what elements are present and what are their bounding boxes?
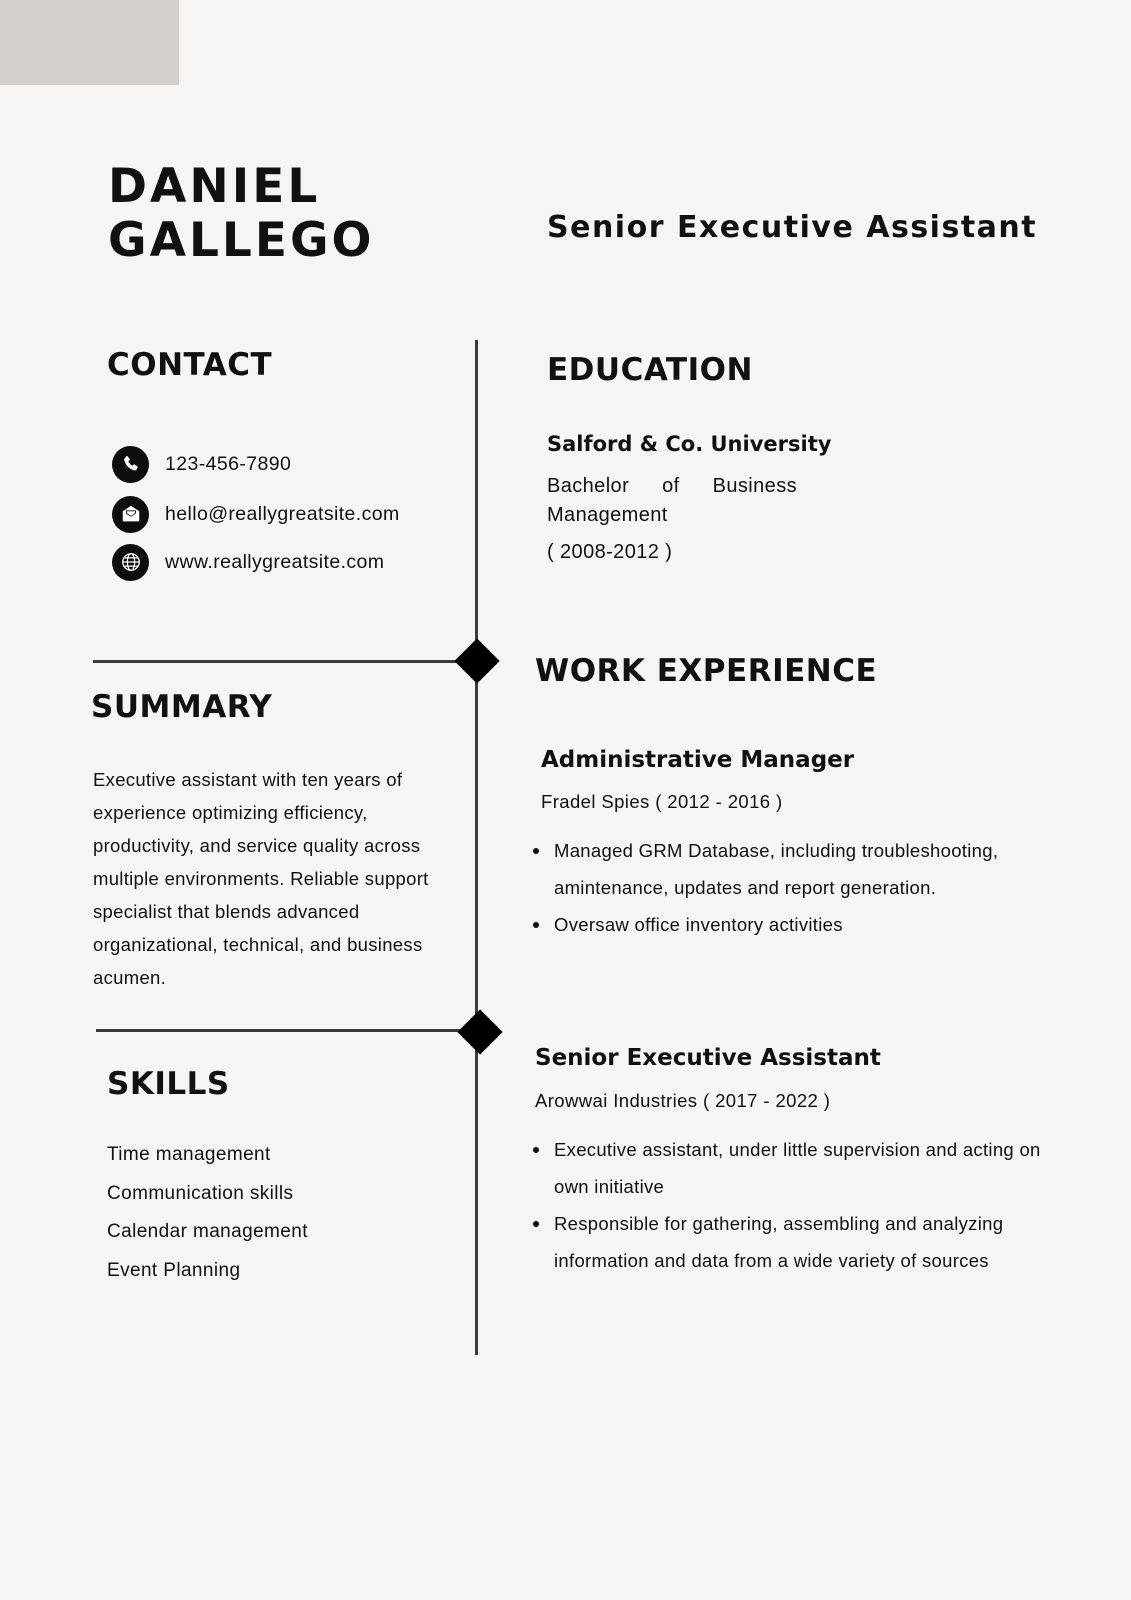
job-role: Administrative Manager [541,747,855,773]
skill-item: Calendar management [107,1221,308,1242]
job-bullet: Managed GRM Database, including troubleshooting, amintenance, updates and report generation. [531,832,1071,906]
job-company: Arowwai Industries ( 2017 - 2022 ) [535,1090,831,1111]
phone-icon [112,446,149,483]
education-years: ( 2008-2012 ) [547,541,673,563]
contact-email [112,495,400,533]
contact-email-text: hello@reallygreatsite.com [165,502,400,525]
corner-accent-block [0,0,179,85]
summary-heading: SUMMARY [91,689,273,725]
timeline-diamond-marker [454,638,499,683]
person-name [108,160,375,268]
education-degree: Bachelor of Business Management [547,475,797,526]
job-title: Senior Executive Assistant [547,210,1038,245]
contact-website [112,543,384,581]
job-bullet: Oversaw office inventory activities [531,906,1071,943]
timeline-diamond-marker [457,1009,502,1054]
summary-text: Executive assistant with ten years of experience optimizing efficiency, productivity, and service quality across multiple environments. Reliable support specialist that blends advanced organizational, technical, and business acumen. [93,769,429,988]
job-bullet: Responsible for gathering, assembling and analyzing information and data from a wide variety of sources [531,1205,1071,1279]
contact-phone-text: 123-456-7890 [165,452,292,475]
work-experience-heading: WORK EXPERIENCE [535,653,878,689]
contact-phone [112,445,291,483]
skills-heading: SKILLS [107,1066,230,1102]
education-heading: EDUCATION [547,352,753,388]
mail-icon [112,496,149,533]
job-bullet: Executive assistant, under little supervision and acting on own initiative [531,1131,1071,1205]
education-school: Salford & Co. University [547,432,832,456]
globe-icon [112,544,149,581]
skill-item: Event Planning [107,1259,241,1281]
skills-divider-line [96,1029,480,1032]
last-name: GALLEGO [108,213,375,268]
skills-list [107,1136,308,1290]
job-bullets [531,832,1071,943]
job-role: Senior Executive Assistant [535,1045,881,1071]
summary-divider-line [93,660,477,663]
job-company: Fradel Spies ( 2012 - 2016 ) [541,791,783,812]
skill-item: Communication skills [107,1182,294,1204]
contact-website-text: www.reallygreatsite.com [165,550,385,573]
job-bullets [531,1131,1071,1279]
contact-heading: CONTACT [107,347,273,383]
skill-item: Time management [107,1144,271,1165]
timeline-vertical-divider [475,340,478,1355]
first-name: DANIEL [108,159,321,214]
